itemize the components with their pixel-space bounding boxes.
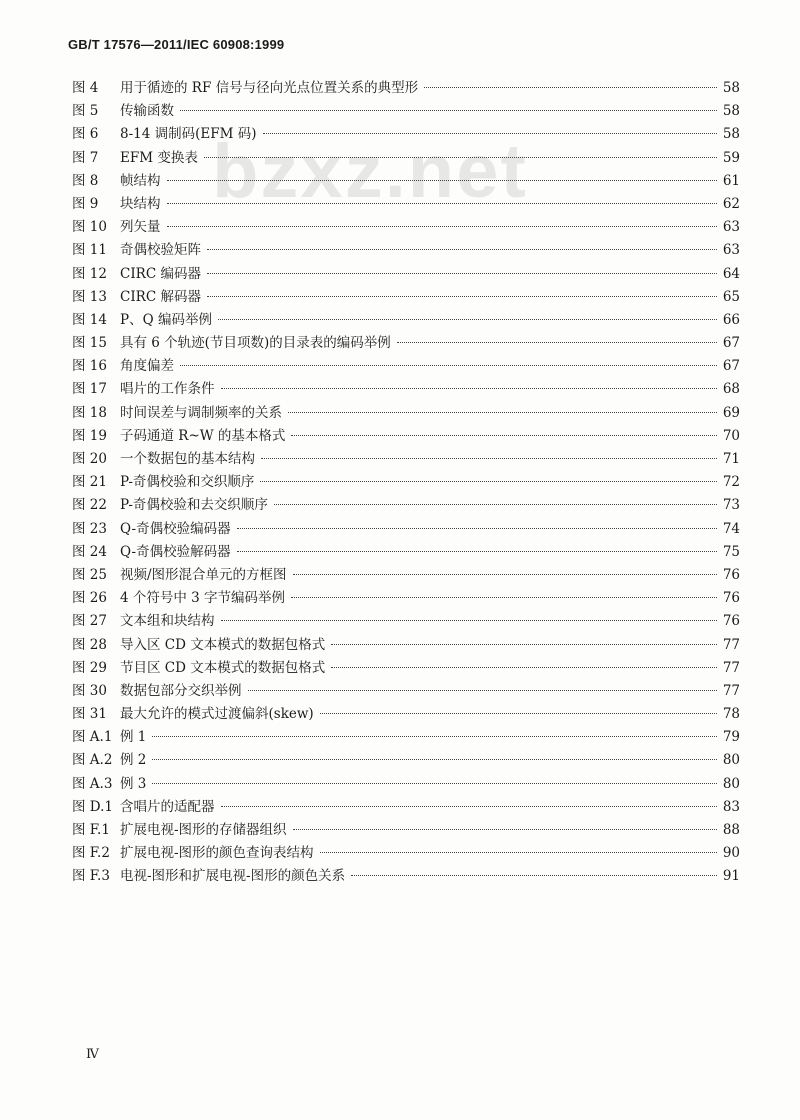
figure-label: 图 26 bbox=[72, 590, 107, 607]
figure-page-number: 58 bbox=[722, 80, 740, 96]
figure-label: 图 11 bbox=[72, 242, 107, 259]
figure-label: 图 28 bbox=[72, 636, 107, 653]
toc-entry[interactable] bbox=[72, 216, 740, 239]
toc-entry[interactable] bbox=[72, 564, 740, 587]
figure-page-number: 67 bbox=[722, 335, 740, 352]
figure-label: 图 17 bbox=[72, 381, 107, 398]
figure-page-number: 90 bbox=[722, 845, 740, 862]
figure-page-number: 80 bbox=[722, 752, 740, 769]
figure-label: 图 A.3 bbox=[72, 775, 113, 792]
figure-title: P-奇偶校验和交织顺序 bbox=[120, 474, 255, 491]
figure-title: Q-奇偶校验解码器 bbox=[120, 543, 231, 560]
dot-leader bbox=[320, 852, 717, 853]
figure-title: CIRC 编码器 bbox=[120, 265, 201, 282]
dot-leader bbox=[221, 388, 717, 389]
figure-label: 图 14 bbox=[72, 311, 107, 328]
figure-title: 列矢量 bbox=[120, 219, 161, 236]
figure-title: 块结构 bbox=[120, 195, 161, 212]
toc-entry[interactable] bbox=[72, 680, 740, 703]
figure-page-number: 75 bbox=[722, 543, 740, 560]
toc-entry[interactable] bbox=[72, 77, 740, 100]
dot-leader bbox=[248, 690, 717, 691]
figure-page-number: 67 bbox=[722, 358, 740, 375]
dot-leader bbox=[291, 597, 717, 598]
figure-page-number: 58 bbox=[722, 103, 740, 120]
page-number: Ⅳ bbox=[86, 1047, 99, 1062]
figure-label: 图 F.2 bbox=[72, 845, 110, 862]
dot-leader bbox=[152, 736, 716, 737]
figure-label: 图 4 bbox=[72, 80, 99, 96]
figure-title: 含唱片的适配器 bbox=[120, 798, 215, 815]
figure-page-number: 77 bbox=[722, 659, 740, 676]
toc-entry[interactable] bbox=[72, 819, 740, 842]
figure-title: 例 3 bbox=[120, 775, 147, 792]
dot-leader bbox=[152, 759, 716, 760]
figure-label: 图 24 bbox=[72, 543, 107, 560]
figure-title: 子码通道 R~W 的基本格式 bbox=[120, 427, 286, 444]
figure-page-number: 64 bbox=[722, 265, 740, 282]
figure-title: 扩展电视-图形的颜色查询表结构 bbox=[120, 845, 314, 862]
figure-page-number: 72 bbox=[722, 474, 740, 491]
figure-page-number: 91 bbox=[722, 868, 740, 885]
dot-leader bbox=[167, 226, 717, 227]
figure-page-number: 76 bbox=[722, 613, 740, 630]
figure-title: 例 1 bbox=[120, 729, 147, 746]
figure-page-number: 77 bbox=[722, 682, 740, 699]
figure-label: 图 5 bbox=[72, 103, 99, 120]
figure-page-number: 80 bbox=[722, 775, 740, 792]
figure-page-number: 77 bbox=[722, 636, 740, 653]
figure-title: 电视-图形和扩展电视-图形的颜色关系 bbox=[120, 868, 346, 885]
figure-page-number: 61 bbox=[722, 172, 740, 189]
figure-title: 用于循迹的 RF 信号与径向光点位置关系的典型形 bbox=[120, 80, 419, 96]
figure-title: 具有 6 个轨迹(节目项数)的目录表的编码举例 bbox=[120, 335, 391, 352]
figure-label: 图 A.1 bbox=[72, 729, 113, 746]
dot-leader bbox=[293, 574, 717, 575]
figure-page-number: 71 bbox=[722, 451, 740, 467]
toc-entry[interactable] bbox=[72, 448, 740, 471]
toc-entry[interactable] bbox=[72, 355, 740, 378]
figure-title: Q-奇偶校验编码器 bbox=[120, 520, 231, 537]
figure-page-number: 88 bbox=[722, 822, 740, 838]
figure-label: 图 A.2 bbox=[72, 752, 113, 769]
figure-label: 图 F.3 bbox=[72, 868, 110, 885]
toc-entry[interactable] bbox=[72, 634, 740, 657]
toc-entry[interactable] bbox=[72, 332, 740, 355]
figure-label: 图 10 bbox=[72, 219, 107, 236]
figure-page-number: 73 bbox=[722, 497, 740, 514]
figure-label: 图 13 bbox=[72, 288, 107, 305]
figure-label: 图 12 bbox=[72, 265, 107, 282]
figure-title: 视频/图形混合单元的方框图 bbox=[120, 566, 287, 583]
figure-label: 图 9 bbox=[72, 195, 99, 212]
dot-leader bbox=[424, 87, 717, 88]
dot-leader bbox=[291, 435, 716, 436]
toc-entry[interactable] bbox=[72, 494, 740, 517]
toc-entry[interactable] bbox=[72, 193, 740, 216]
figure-page-number: 65 bbox=[722, 288, 740, 305]
figure-page-number: 79 bbox=[722, 729, 740, 746]
figure-label: 图 19 bbox=[72, 427, 107, 444]
toc-entry[interactable] bbox=[72, 402, 740, 425]
figure-title: P-奇偶校验和去交织顺序 bbox=[120, 497, 268, 514]
dot-leader bbox=[263, 133, 717, 134]
figure-title: 4 个符号中 3 字节编码举例 bbox=[120, 590, 286, 607]
dot-leader bbox=[207, 296, 717, 297]
figure-page-number: 63 bbox=[722, 242, 740, 259]
toc-entry[interactable] bbox=[72, 286, 740, 309]
toc-entry[interactable] bbox=[72, 239, 740, 262]
toc-entry[interactable] bbox=[72, 749, 740, 772]
figure-title: 奇偶校验矩阵 bbox=[120, 242, 201, 259]
toc-entry[interactable] bbox=[72, 842, 740, 865]
figure-page-number: 76 bbox=[722, 566, 740, 583]
toc-entry[interactable] bbox=[72, 703, 740, 726]
toc-entry[interactable] bbox=[72, 309, 740, 332]
dot-leader bbox=[180, 365, 717, 366]
toc-entry[interactable] bbox=[72, 587, 740, 610]
figure-title: 帧结构 bbox=[120, 172, 161, 189]
figure-title: 例 2 bbox=[120, 752, 147, 769]
figure-page-number: 76 bbox=[722, 590, 740, 607]
figure-page-number: 62 bbox=[722, 195, 740, 212]
toc-entry[interactable] bbox=[72, 378, 740, 401]
dot-leader bbox=[288, 412, 717, 413]
toc-entry[interactable] bbox=[72, 100, 740, 123]
dot-leader bbox=[237, 551, 717, 552]
figure-page-number: 69 bbox=[722, 404, 740, 421]
figure-page-number: 58 bbox=[722, 126, 740, 143]
figure-title: P、Q 编码举例 bbox=[120, 311, 212, 328]
dot-leader bbox=[207, 273, 717, 274]
dot-leader bbox=[152, 783, 716, 784]
toc-entry[interactable] bbox=[72, 471, 740, 494]
figure-title: 唱片的工作条件 bbox=[120, 381, 215, 398]
watermark-text: bzxz.net bbox=[212, 129, 528, 214]
dot-leader bbox=[221, 620, 717, 621]
figure-label: 图 20 bbox=[72, 451, 107, 467]
figure-page-number: 74 bbox=[722, 520, 740, 537]
toc-entry[interactable] bbox=[72, 170, 740, 193]
figure-title: 一个数据包的基本结构 bbox=[120, 451, 255, 467]
figure-page-number: 83 bbox=[722, 798, 740, 815]
toc-entry[interactable] bbox=[72, 518, 740, 541]
figure-title: 导入区 CD 文本模式的数据包格式 bbox=[120, 636, 326, 653]
dot-leader bbox=[351, 875, 717, 876]
toc-entry[interactable] bbox=[72, 147, 740, 170]
figure-list bbox=[72, 77, 740, 889]
standard-header: GB/T 17576—2011/IEC 60908:1999 bbox=[68, 37, 285, 52]
figure-label: 图 31 bbox=[72, 706, 107, 723]
toc-entry[interactable] bbox=[72, 541, 740, 564]
figure-label: 图 F.1 bbox=[72, 822, 110, 838]
dot-leader bbox=[237, 528, 717, 529]
figure-label: 图 22 bbox=[72, 497, 107, 514]
figure-page-number: 59 bbox=[722, 149, 740, 166]
figure-label: 图 23 bbox=[72, 520, 107, 537]
dot-leader bbox=[167, 180, 717, 181]
figure-title: 8-14 调制码(EFM 码) bbox=[120, 126, 257, 143]
dot-leader bbox=[260, 481, 716, 482]
figure-label: 图 7 bbox=[72, 149, 99, 166]
toc-entry[interactable] bbox=[72, 657, 740, 680]
figure-page-number: 66 bbox=[722, 311, 740, 328]
dot-leader bbox=[180, 110, 717, 111]
toc-entry[interactable] bbox=[72, 796, 740, 819]
figure-title: 角度偏差 bbox=[120, 358, 174, 375]
toc-entry[interactable] bbox=[72, 726, 740, 749]
figure-label: 图 8 bbox=[72, 172, 99, 189]
figure-label: 图 18 bbox=[72, 404, 107, 421]
figure-label: 图 27 bbox=[72, 613, 107, 630]
toc-entry[interactable] bbox=[72, 123, 740, 146]
figure-title: 传输函数 bbox=[120, 103, 174, 120]
dot-leader bbox=[331, 644, 717, 645]
dot-leader bbox=[207, 249, 717, 250]
figure-page-number: 70 bbox=[722, 427, 740, 444]
toc-entry[interactable] bbox=[72, 263, 740, 286]
figure-page-number: 63 bbox=[722, 219, 740, 236]
figure-title: 文本组和块结构 bbox=[120, 613, 215, 630]
toc-entry[interactable] bbox=[72, 610, 740, 633]
figure-label: 图 21 bbox=[72, 474, 107, 491]
dot-leader bbox=[293, 829, 717, 830]
figure-label: 图 30 bbox=[72, 682, 107, 699]
figure-label: 图 15 bbox=[72, 335, 107, 352]
figure-label: 图 25 bbox=[72, 566, 107, 583]
dot-leader bbox=[204, 157, 717, 158]
figure-title: 数据包部分交织举例 bbox=[120, 682, 242, 699]
figure-title: 最大允许的模式过渡偏斜(skew) bbox=[120, 706, 314, 723]
figure-title: 扩展电视-图形的存储器组织 bbox=[120, 822, 287, 838]
figure-title: 时间误差与调制频率的关系 bbox=[120, 404, 282, 421]
toc-entry[interactable] bbox=[72, 865, 740, 888]
dot-leader bbox=[221, 806, 717, 807]
figure-title: 节目区 CD 文本模式的数据包格式 bbox=[120, 659, 326, 676]
dot-leader bbox=[167, 203, 717, 204]
dot-leader bbox=[218, 319, 717, 320]
dot-leader bbox=[274, 504, 717, 505]
toc-entry[interactable] bbox=[72, 773, 740, 796]
dot-leader bbox=[397, 342, 717, 343]
figure-title: CIRC 解码器 bbox=[120, 288, 201, 305]
dot-leader bbox=[331, 667, 717, 668]
figure-page-number: 68 bbox=[722, 381, 740, 398]
figure-page-number: 78 bbox=[722, 706, 740, 723]
figure-label: 图 29 bbox=[72, 659, 107, 676]
dot-leader bbox=[261, 458, 717, 459]
figure-label: 图 D.1 bbox=[72, 798, 114, 815]
toc-entry[interactable] bbox=[72, 425, 740, 448]
figure-label: 图 6 bbox=[72, 126, 99, 143]
figure-title: EFM 变换表 bbox=[120, 149, 198, 166]
dot-leader bbox=[320, 713, 717, 714]
figure-label: 图 16 bbox=[72, 358, 107, 375]
